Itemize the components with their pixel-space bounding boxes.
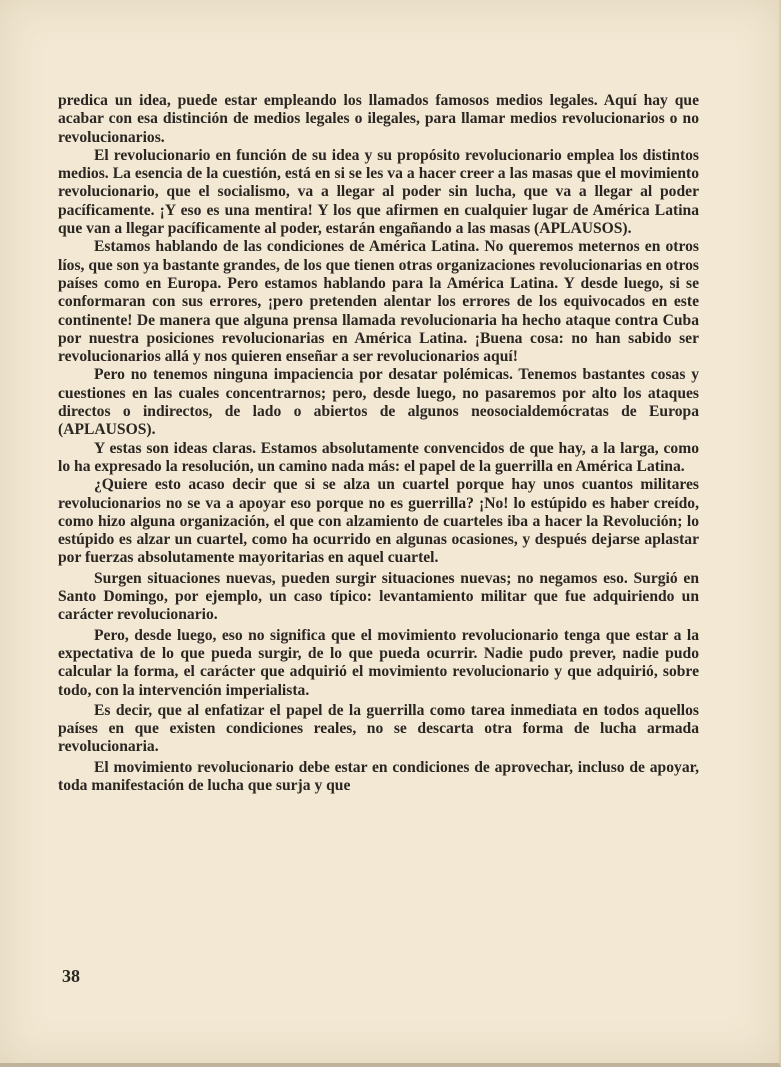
paragraph-2: El revolucionario en función de su idea y su propósito revolucionario emplea los distintos medios. La esencia de la cuestión, está en si se les va a hacer creer a las masas que el movimiento revolucionario, que el socialismo, va a llegar al poder sin lucha, que va a llegar al poder pacíficamente. ¡Y eso es una mentira! Y los que afirmen en cualquier lugar de América Latina que van a llegar pacíficamente al poder, estarán engañando a las masas (APLAUSOS). [58, 146, 699, 238]
paragraph-4: Pero no tenemos ninguna impaciencia por desatar polémicas. Tenemos bastantes cosas y cuestiones en las cuales concentrarnos; pero, desde luego, no pasaremos por alto los ataques directos o indirectos, de lado o abiertos de algunos neosocialdemócratas de Europa (APLAUSOS). [58, 366, 699, 439]
paragraph-10: El movimiento revolucionario debe estar en condiciones de aprovechar, incluso de apoyar, toda manifestación de lucha que surja y que [58, 758, 699, 794]
paragraph-8: Pero, desde luego, eso no significa que el movimiento revolucionario tenga que estar a la expectativa de lo que pueda surgir, de lo que pueda ocurrir. Nadie pudo prever, nadie pudo calcular la forma, el carácter que adquirió el movimiento revolucionario y que adquirió, sobre todo, con la intervención imperialista. [58, 626, 699, 699]
paragraph-9: Es decir, que al enfatizar el papel de la guerrilla como tarea inmediata en todos aquellos países en que existen condiciones reales, no se descarta otra forma de lucha armada revolucionaria. [58, 701, 699, 756]
body-text [58, 92, 699, 795]
paragraph-1: predica un idea, puede estar empleando los llamados famosos medios legales. Aquí hay que acabar con esa distinción de medios legales o ilegales, para llamar medios revolucionarios o no revolucionarios. [58, 92, 699, 146]
paragraph-7: Surgen situaciones nuevas, pueden surgir situaciones nuevas; no negamos eso. Surgió en Santo Domingo, por ejemplo, un caso típico: levantamiento militar que fue adquiriendo un carácter revolucionario. [58, 569, 699, 624]
paragraph-5: Y estas son ideas claras. Estamos absolutamente convencidos de que hay, a la larga, como lo ha expresado la resolución, un camino nada más: el papel de la guerrilla en América Latina. [58, 439, 699, 475]
paragraph-3: Estamos hablando de las condiciones de América Latina. No queremos meternos en otros líos, que son ya bastante grandes, de los que tienen otras organizaciones revolucionarias en otros países como en Europa. Pero estamos hablando para la América Latina. Y desde luego, si se conformaran con sus errores, ¡pero pretenden alentar los errores de los equivocados en este continente! De manera que alguna prensa llamada revolucionaria ha hecho ataque contra Cuba por nuestra posiciones revolucionarias en América Latina. ¡Buena cosa: no han sabido ser revolucionarios allá y nos quieren enseñar a ser revolucionarios aquí! [58, 238, 699, 366]
paragraph-6: ¿Quiere esto acaso decir que si se alza un cuartel porque hay unos cuantos militares revolucionarios no se va a apoyar eso porque no es guerrilla? ¡No! lo estúpido es haber creído, como hizo alguna organización, el que con alzamiento de cuarteles iba a hacer la Revolución; lo estúpido es alzar un cuartel, como ha ocurrido en algunas ocasiones, y después dejarse aplastar por fuerzas absolutamente mayoritarias en aquel cuartel. [58, 476, 699, 567]
page-number: 38 [62, 966, 80, 986]
